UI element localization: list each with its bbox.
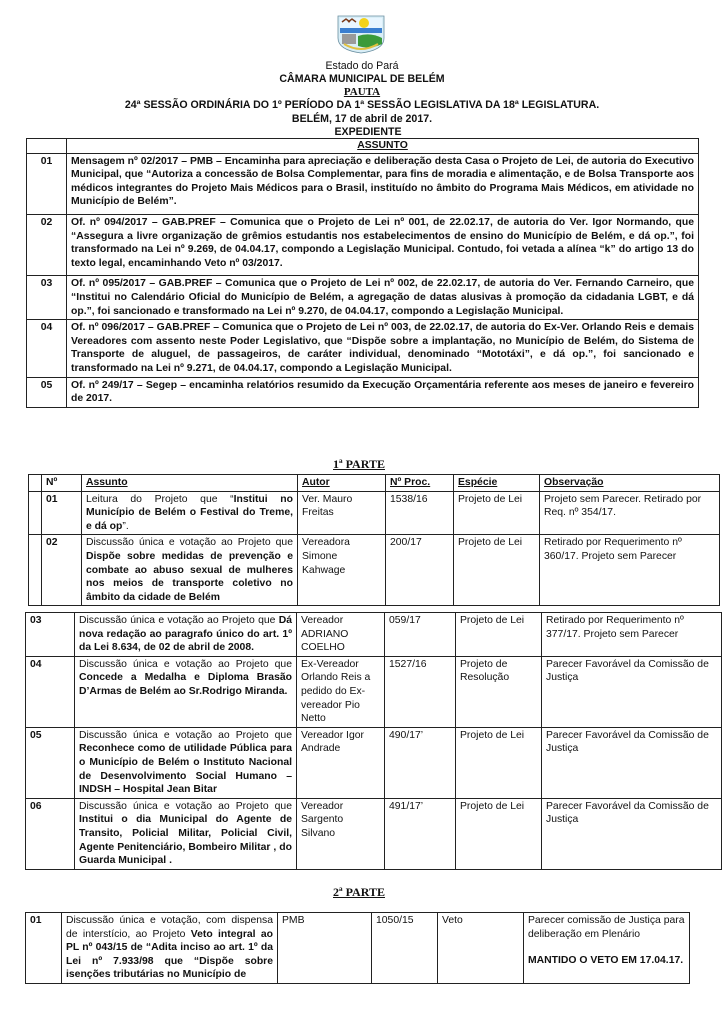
item-author: Ver. Mauro Freitas [298,491,386,535]
table-header-row [29,475,720,492]
column-header-autor: Autor [298,475,386,492]
parte1-table-a [28,474,720,606]
item-observation: Retirado por Requerimento nº 360/17. Projeto sem Parecer [540,535,720,606]
doc-type: PAUTA [343,86,381,98]
item-number: 03 [27,276,67,320]
item-number: 04 [27,320,67,377]
item-type: Projeto de Lei [456,727,542,798]
veto-status: MANTIDO O VETO EM 17.04.17. [528,955,684,967]
item-type: Veto [438,913,524,984]
item-number: 06 [26,798,75,869]
item-proc: 1527/16 [385,656,456,727]
table-header-row [27,139,699,154]
item-author: Ex-Vereador Orlando Reis a pedido do Ex-vereador Pio Netto [297,656,385,727]
item-author: Vereador Igor Andrade [297,727,385,798]
item-author: PMB [278,913,372,984]
parte2-table [25,912,690,984]
item-subject: Discussão única e votação ao Projeto que Dispõe sobre medidas de prevenção e combate ao abuso sexual de mulheres nos meios de transporte coletivo no âmbito da cidade de Belém [82,535,298,606]
expediente-table [26,138,699,408]
section-title-parte1: 1ª PARTE [333,457,385,471]
item-type: Projeto de Lei [454,491,540,535]
item-author: Vereadora Simone Kahwage [298,535,386,606]
state-name: Estado do Pará [325,60,399,72]
item-subject: Discussão única e votação, com dispensa de interstício, ao Projeto Veto integral ao PL nº 043/15 de “Adita inciso ao art. 1º da Lei nº 7.933/98 que “Dispõe sobre isenções tributárias no Município de [62,913,278,984]
table-row [27,214,699,275]
table-row [26,613,722,657]
item-observation: Parecer Favorável da Comissão de Justiça [542,798,722,869]
table-row [29,491,720,535]
item-subject: Of. nº 249/17 – Segep – encaminha relatórios resumido da Execução Orçamentária referente aos meses de janeiro e fevereiro de 2017. [67,377,699,407]
item-observation: Parecer comissão de Justiça para deliberação em Plenário MANTIDO O VETO EM 17.04.17. [524,913,690,984]
item-observation: Parecer Favorável da Comissão de Justiça [542,727,722,798]
item-subject: Discussão única e votação ao Projeto que Reconhece como de utilidade Pública para o Município de Belém o Instituto Nacional de Desenvolvimento Social Humano – INDSH – Hospital Jean Bitar [75,727,297,798]
section-title-parte2: 2ª PARTE [333,885,385,899]
item-proc: 491/17’ [385,798,456,869]
table-row [27,320,699,377]
table-row [29,535,720,606]
item-proc: 490/17’ [385,727,456,798]
column-header-especie: Espécie [454,475,540,492]
column-header-observacao: Observação [540,475,720,492]
item-number: 05 [27,377,67,407]
table-row [26,798,722,869]
item-number: 04 [26,656,75,727]
item-author: Vereador ADRIANO COELHO [297,613,385,657]
table-row [27,153,699,214]
item-type: Projeto de Lei [456,613,542,657]
item-number: 01 [42,491,82,535]
item-type: Projeto de Lei [456,798,542,869]
column-header-num: Nº [42,475,82,492]
item-observation: Parecer Favorável da Comissão de Justiça [542,656,722,727]
session-title: 24ª SESSÃO ORDINÁRIA DO 1º PERÍODO DA 1ª SESSÃO LEGISLATIVA DA 18ª LEGISLATURA. [124,99,600,111]
item-author: Vereador Sargento Silvano [297,798,385,869]
item-observation: Projeto sem Parecer. Retirado por Req. nº 354/17. [540,491,720,535]
item-subject: Of. nº 094/2017 – GAB.PREF – Comunica que o Projeto de Lei nº 001, de 22.02.17, de autoria do Ver. Igor Normando, que “Assegura a livre organização de grêmios estudantis nos estabelecimentos de ensino do Município de Belém, e dá op.”, foi transformado na Lei nº 9.269, de 04.04.17, compondo a Legislação Municipal. Contudo, foi vetada a alínea “k” do artigo 13 do texto legal, encaminhando Veto nº 03/2017. [67,214,699,275]
column-header-assunto: ASSUNTO [67,139,699,154]
column-header-proc: Nº Proc. [386,475,454,492]
item-subject: Of. nº 095/2017 – GAB.PREF – Comunica que o Projeto de Lei nº 002, de 22.02.17, de autoria do Ver. Fernando Carneiro, que “Institui no Calendário Oficial do Município de Belém, a agregação de datas alusivas à promoção da cidadania LGBT, e dá op.”, foi sancionado e transformado na Lei nº 9.270, de 04.04.17, compondo a Legislação Municipal. [67,276,699,320]
item-subject: Discussão única e votação ao Projeto que Concede a Medalha e Diploma Brasão D’Armas de Belém ao Sr.Rodrigo Miranda. [75,656,297,727]
item-observation: Retirado por Requerimento nº 377/17. Projeto sem Parecer [542,613,722,657]
item-proc: 1050/15 [372,913,438,984]
item-proc: 059/17 [385,613,456,657]
section-expediente: EXPEDIENTE [334,126,402,138]
table-row [26,656,722,727]
item-proc: 200/17 [386,535,454,606]
item-subject: Of. nº 096/2017 – GAB.PREF – Comunica que o Projeto de Lei nº 003, de 22.02.17, de autoria do Ex-Ver. Orlando Reis e demais Vereadores com assento neste Poder Legislativo, que “Dispõe sobre a implantação, no Município de Belém, do Sistema de Transporte de aluguel, de passageiros, de caráter individual, denominado “Mototáxi”, e dá op.”, foi sancionado e transformado na Lei nº 9.271, de 04.04.17, compondo a Legislação Municipal. [67,320,699,377]
item-subject: Mensagem nº 02/2017 – PMB – Encaminha para apreciação e deliberação desta Casa o Projeto de Lei, de autoria do Executivo Municipal, que “Autoriza a concessão de Bolsa Complementar, para fins de moradia e alimentação, e de Bolsa Transporte aos médicos integrantes do Projeto Mais Médicos para o Brasil, instituído no âmbito do Programa Mais Médicos, em atividade no Município de Belém”. [67,153,699,214]
item-subject: Discussão única e votação ao Projeto que Dá nova redação ao paragrafo único do art. 1º da Lei 8.634, de 02 de abril de 2008. [75,613,297,657]
table-row [26,727,722,798]
table-row [27,377,699,407]
item-number: 05 [26,727,75,798]
table-row [27,276,699,320]
coat-of-arms-icon [334,14,388,54]
item-number: 03 [26,613,75,657]
item-type: Projeto de Lei [454,535,540,606]
item-number: 02 [27,214,67,275]
item-proc: 1538/16 [386,491,454,535]
parte1-table-b [25,612,722,870]
item-number: 01 [27,153,67,214]
chamber-name: CÂMARA MUNICIPAL DE BELÉM [279,73,445,85]
session-date: BELÉM, 17 de abril de 2017. [291,113,433,125]
item-number: 02 [42,535,82,606]
item-subject: Discussão única e votação ao Projeto que Institui o dia Municipal do Agente de Transito, Policial Militar, Policial Civil, Agente Penitenciário, Bombeiro Militar , do Guarda Municipal . [75,798,297,869]
item-type: Projeto de Resolução [456,656,542,727]
item-number: 01 [26,913,62,984]
table-row [26,913,690,984]
column-header-assunto: Assunto [82,475,298,492]
item-subject: Leitura do Projeto que “Institui no Município de Belém o Festival do Treme, e dá op”. [82,491,298,535]
